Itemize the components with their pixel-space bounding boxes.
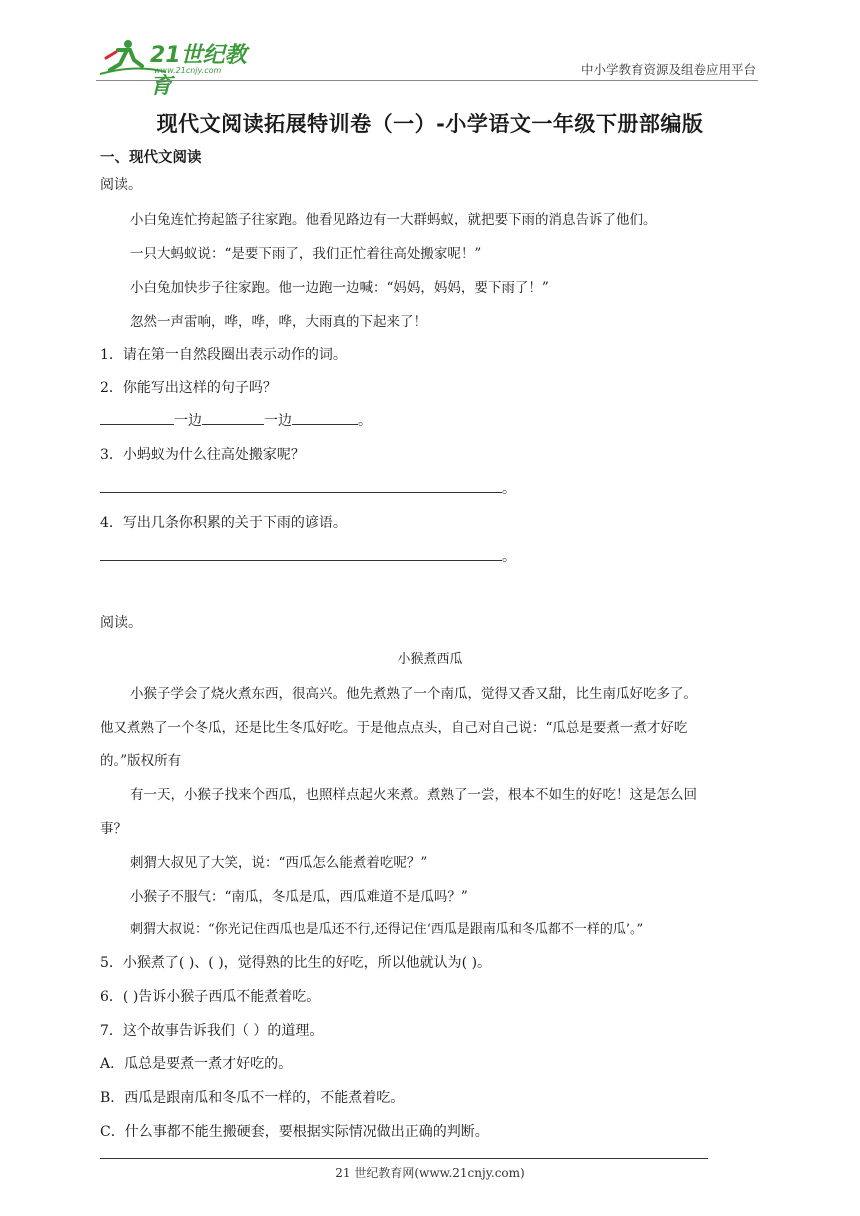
logo-subtext: www.21cnjy.com bbox=[154, 66, 222, 75]
part1-paragraph-2: 一只大蚂蚁说：“是要下雨了，我们正忙着往高处搬家呢！” bbox=[130, 246, 482, 262]
question-1: 1．请在第一自然段圈出表示动作的词。 bbox=[100, 347, 347, 363]
story-paragraph-1-end: 的。”版权所有 bbox=[100, 753, 182, 769]
blank-field[interactable] bbox=[100, 479, 502, 493]
footer-divider bbox=[100, 1158, 708, 1159]
story-paragraph-1: 小猴子学会了烧火煮东西，很高兴。他先煮熟了一个南瓜，觉得又香又甜，比生南瓜好吃多了。 bbox=[130, 686, 697, 702]
section-heading: 一、现代文阅读 bbox=[100, 150, 202, 166]
option-b: B．西瓜是跟南瓜和冬瓜不一样的，不能煮着吃。 bbox=[100, 1090, 405, 1106]
story-paragraph-2-end: 事？ bbox=[100, 821, 127, 837]
story-title: 小猴煮西瓜 bbox=[397, 652, 463, 667]
page-title: 现代文阅读拓展特训卷（一）-小学语文一年级下册部编版 bbox=[156, 112, 704, 136]
header-divider bbox=[96, 80, 758, 81]
question-5: 5．小猴煮了( )、( )，觉得熟的比生的好吃，所以他就认为( )。 bbox=[100, 955, 492, 971]
site-logo bbox=[96, 36, 266, 99]
blank-field[interactable] bbox=[100, 411, 174, 425]
part1-intro: 阅读。 bbox=[100, 177, 142, 193]
story-paragraph-3: 刺猬大叔见了大笑，说：“西瓜怎么能煮着吃呢？” bbox=[130, 855, 428, 871]
story-paragraph-4: 小猴子不服气：“南瓜，冬瓜是瓜，西瓜难道不是瓜吗？” bbox=[130, 889, 468, 905]
question-4: 4．写出几条你积累的关于下雨的谚语。 bbox=[100, 515, 347, 531]
question-3-answer-line: 。 bbox=[100, 478, 516, 498]
platform-label: 中小学教育资源及组卷应用平台 bbox=[580, 62, 756, 77]
blank-field[interactable] bbox=[292, 411, 358, 425]
question-4-answer-line: 。 bbox=[100, 546, 516, 566]
option-c: C．什么事都不能生搬硬套，要根据实际情况做出正确的判断。 bbox=[100, 1124, 489, 1140]
option-a: A．瓜总是要煮一煮才好吃的。 bbox=[100, 1056, 293, 1072]
story-paragraph-2: 有一天，小猴子找来个西瓜，也照样点起火来煮。煮熟了一尝，根本不如生的好吃！这是怎么回 bbox=[130, 787, 697, 803]
footer-text: 21 世纪教育网(www.21cnjy.com) bbox=[335, 1166, 525, 1180]
question-7: 7．这个故事告诉我们（ ）的道理。 bbox=[100, 1023, 324, 1039]
part1-paragraph-1: 小白兔连忙挎起篮子往家跑。他看见路边有一大群蚂蚁，就把要下雨的消息告诉了他们。 bbox=[130, 212, 657, 228]
part1-paragraph-3: 小白兔加快步子往家跑。他一边跑一边喊：“妈妈，妈妈，要下雨了！” bbox=[130, 280, 549, 296]
question-3: 3．小蚂蚁为什么往高处搬家呢？ bbox=[100, 447, 305, 463]
blank-field[interactable] bbox=[202, 411, 264, 425]
part2-intro: 阅读。 bbox=[100, 615, 142, 631]
question-6: 6．( )告诉小猴子西瓜不能煮着吃。 bbox=[100, 989, 321, 1005]
question-2: 2．你能写出这样的句子吗？ bbox=[100, 380, 277, 396]
logo-text: 21世纪教育 bbox=[150, 43, 247, 99]
story-paragraph-1-cont: 他又煮熟了一个冬瓜，还是比生冬瓜好吃。于是他点点头，自己对自己说：“瓜总是要煮一煮才好吃 bbox=[100, 720, 688, 736]
story-paragraph-5: 刺猬大叔说：“你光记住西瓜也是瓜还不行,还得记住‘西瓜是跟南瓜和冬瓜都不一样的瓜’。” bbox=[130, 922, 644, 937]
blank-field[interactable] bbox=[100, 547, 502, 561]
question-2-answer-line: 一边 一边 。 bbox=[100, 410, 372, 430]
part1-paragraph-4: 忽然一声雷响，哗，哗，哗，大雨真的下起来了！ bbox=[130, 314, 427, 330]
